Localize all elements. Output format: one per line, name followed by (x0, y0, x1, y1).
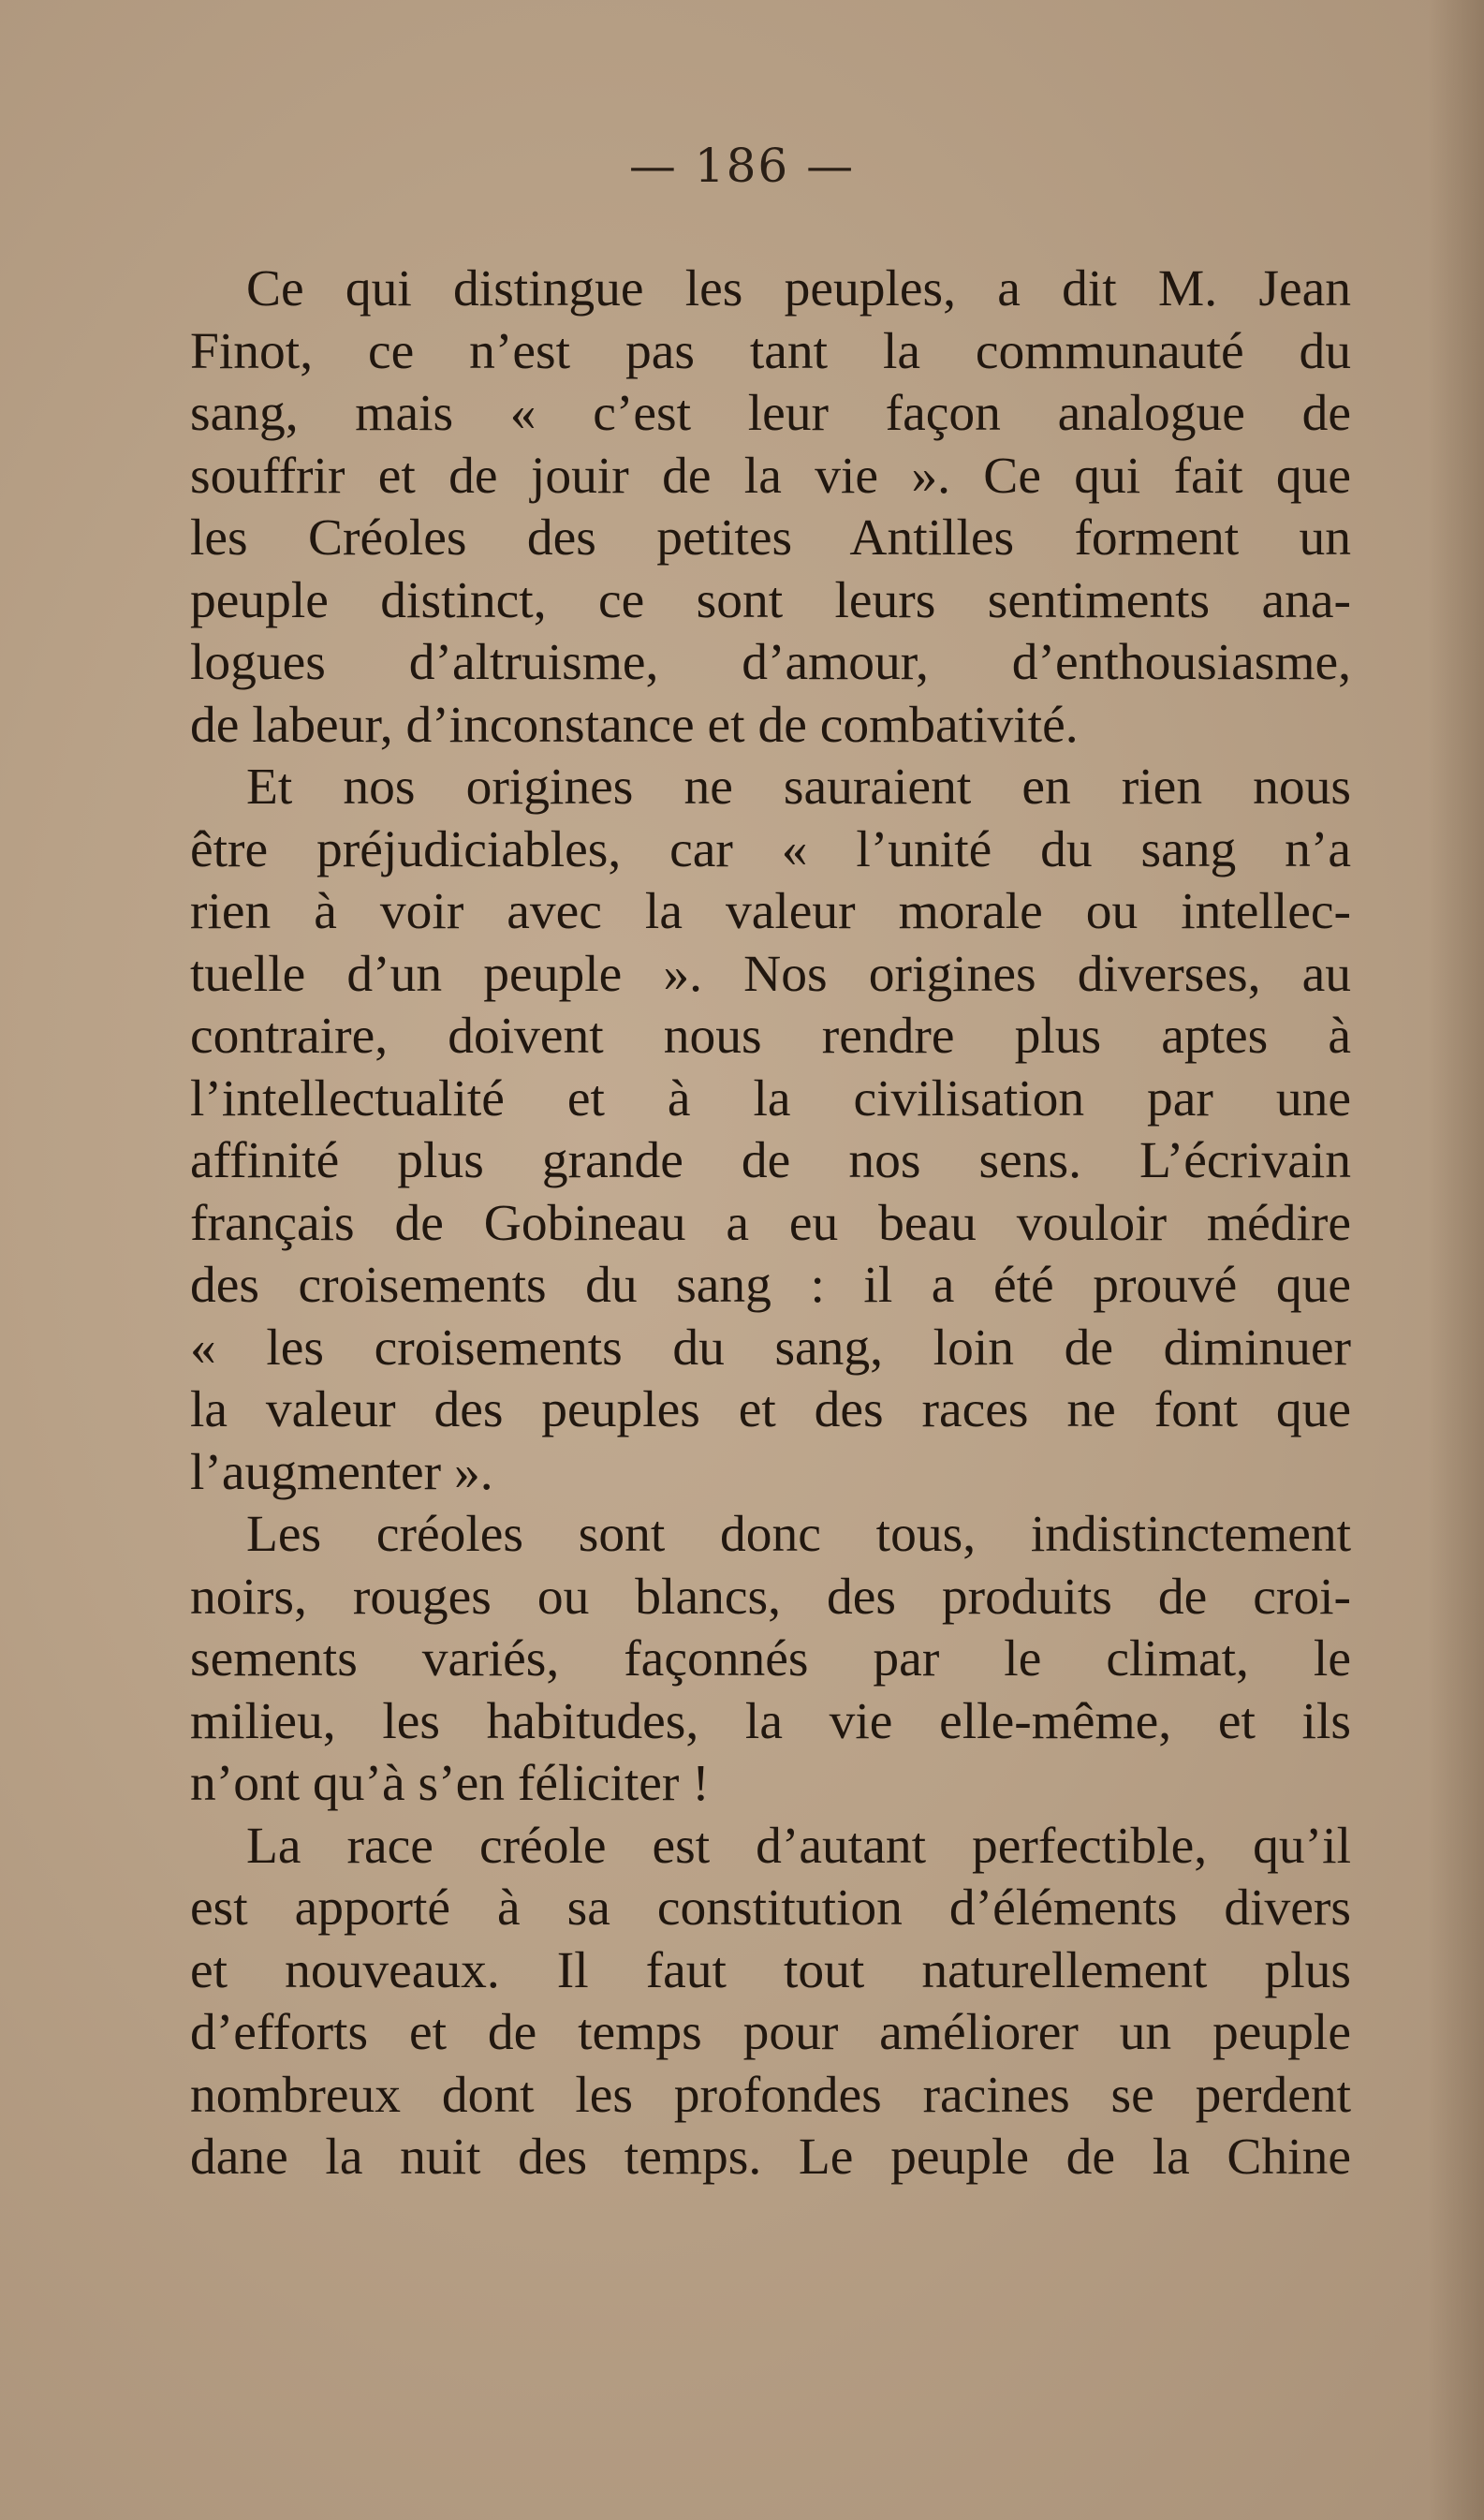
text-line: n’ont qu’à s’en féliciter ! (190, 1755, 710, 1812)
text-line: français de Gobineau a eu beau vouloir médire (190, 1194, 1351, 1252)
text-line: de labeur, d’inconstance et de combativité. (190, 696, 1079, 754)
text-line: et nouveaux. Il faut tout naturellement plus (190, 1941, 1351, 1999)
text-line: contraire, doivent nous rendre plus aptes à (190, 1008, 1351, 1065)
text-line: « les croisements du sang, loin de diminuer (190, 1319, 1351, 1377)
page-number: — 186 — (628, 139, 856, 193)
text-line: être préjudiciables, car « l’unité du sang n’a (190, 820, 1351, 878)
text-line: sements variés, façonnés par le climat, le (190, 1630, 1351, 1687)
text-line: est apporté à sa constitution d’éléments divers (190, 1879, 1351, 1937)
text-line: Finot, ce n’est pas tant la communauté du (190, 322, 1351, 380)
text-line: affinité plus grande de nos sens. L’écrivain (190, 1132, 1351, 1189)
text-line: nombreux dont les profondes racines se perdent (190, 2066, 1351, 2124)
text-line: dane la nuit des temps. Le peuple de la Chine (190, 2129, 1351, 2186)
text-line: d’efforts et de temps pour améliorer un peuple (190, 2004, 1351, 2061)
text-line: des croisements du sang : il a été prouvé que (190, 1257, 1351, 1314)
text-line: logues d’altruisme, d’amour, d’enthousiasme, (190, 634, 1351, 691)
text-line: sang, mais « c’est leur façon analogue de (190, 385, 1351, 442)
page-edge-shadow (1428, 0, 1484, 2520)
text-line: Ce qui distingue les peuples, a dit M. Jean (246, 260, 1351, 317)
body-text (190, 258, 1351, 2189)
text-line: peuple distinct, ce sont leurs sentiments ana- (190, 571, 1351, 629)
text-line: milieu, les habitudes, la vie elle-même, et ils (190, 1692, 1351, 1750)
text-line: les Créoles des petites Antilles forment un (190, 509, 1351, 567)
text-line: tuelle d’un peuple ». Nos origines diverses, au (190, 945, 1351, 1003)
text-line: l’intellectualité et à la civilisation par une (190, 1069, 1351, 1127)
text-line: La race créole est d’autant perfectible, qu’il (246, 1817, 1351, 1875)
text-line: la valeur des peuples et des races ne font que (190, 1381, 1351, 1438)
text-line: l’augmenter ». (190, 1443, 493, 1501)
text-line: Et nos origines ne sauraient en rien nous (246, 759, 1351, 816)
text-line: rien à voir avec la valeur morale ou intellec- (190, 883, 1351, 940)
text-line: souffrir et de jouir de la vie ». Ce qui fait que (190, 447, 1351, 505)
text-line: Les créoles sont donc tous, indistinctement (246, 1506, 1351, 1563)
text-line: noirs, rouges ou blancs, des produits de croi- (190, 1568, 1351, 1626)
